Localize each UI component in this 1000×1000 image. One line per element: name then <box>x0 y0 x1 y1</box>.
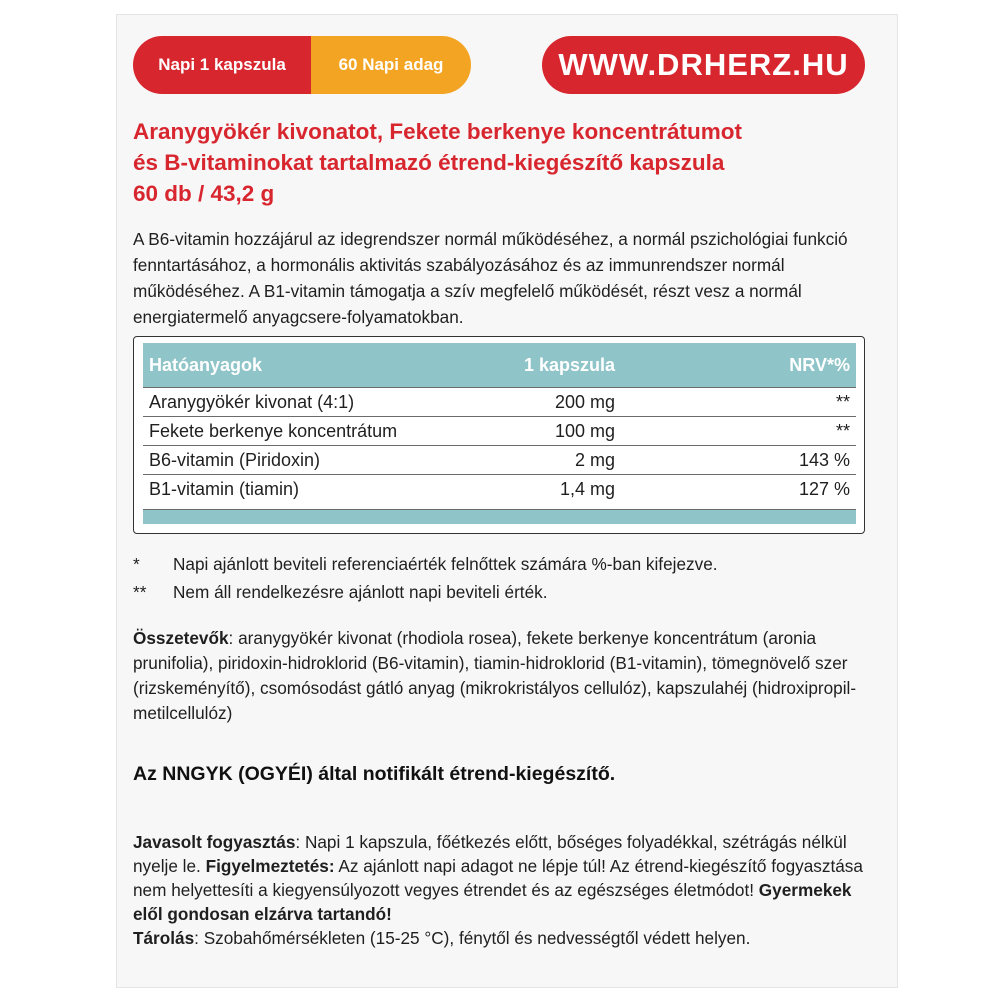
daily-dose-badge: Napi 1 kapszula <box>133 36 311 94</box>
footnote-mark: * <box>133 554 140 574</box>
ingredients-text: : aranygyökér kivonat (rhodiola rosea), fekete berkenye koncentrátum (aronia prunifolia), piridoxin-hidroklorid (B6-vitamin), tiamin-hidroklorid (B1-vitamin), tömegnövelő szer (rizskeményítő), csomósodást gátló anyag (mikrokristályos cellulóz), kapszulahéj (hidroxipropil-metilcellulóz) <box>133 628 857 723</box>
header-nrv: NRV*% <box>789 354 850 375</box>
children-warning: Gyermekek elől gondosan elzárva tartandó! <box>133 880 852 924</box>
table-footer-bar <box>143 509 856 524</box>
header-per-capsule: 1 kapszula <box>523 354 615 375</box>
ingredient-name: B6-vitamin (Piridoxin) <box>149 449 321 470</box>
nutrition-table <box>133 336 865 534</box>
recommended-use-label: Javasolt fogyasztás <box>133 832 296 852</box>
ingredient-amount: 100 mg <box>554 420 615 441</box>
servings-badge: 60 Napi adag <box>311 36 471 94</box>
ingredient-nrv: ** <box>835 391 850 412</box>
heading-line-3: 60 db / 43,2 g <box>133 181 275 206</box>
warning-label: Figyelmeztetés: <box>205 856 335 876</box>
ingredient-nrv: 127 % <box>798 478 850 499</box>
footnote-text: Napi ajánlott beviteli referenciaérték felnőttek számára %-ban kifejezve. <box>173 554 718 574</box>
footnote <box>133 578 873 606</box>
table-row <box>143 474 856 503</box>
storage-text: : Szobahőmérsékleten (15-25 °C), fénytől és nedvességtől védett helyen. <box>194 928 751 948</box>
table-row <box>143 445 856 474</box>
ingredient-amount: 2 mg <box>574 449 615 470</box>
table-row <box>143 387 856 416</box>
health-claim: A B6-vitamin hozzájárul az idegrendszer normál működéséhez, a normál pszichológiai funkció fenntartásához, a hormonális aktivitás szabályozásához és az immunrendszer normál működéséhez. A B1-vitamin támogatja a szív megfelelő működését, részt vesz a normál energiatermelő anyagcsere-folyamatokban. <box>133 229 848 327</box>
website-badge: WWW.DRHERZ.HU <box>542 36 865 94</box>
usage-instructions <box>133 830 873 950</box>
ingredient-nrv: 143 % <box>798 449 850 470</box>
ingredient-name: Aranygyökér kivonat (4:1) <box>149 391 355 412</box>
table-header <box>143 343 856 387</box>
footnotes <box>133 550 873 606</box>
dose-badge <box>133 36 471 94</box>
ingredient-amount: 1,4 mg <box>559 478 615 499</box>
ingredient-nrv: ** <box>835 420 850 441</box>
ingredient-name: B1-vitamin (tiamin) <box>149 478 300 499</box>
table-row <box>143 416 856 445</box>
ingredients-label: Összetevők <box>133 628 229 648</box>
ingredients-list <box>133 626 873 726</box>
warning-text: Az ajánlott napi adagot ne lépje túl! Az étrend-kiegészítő fogyasztása nem helyettesíti a kiegyensúlyozott vegyes étrendet és az egészséges életmódot! <box>133 856 863 900</box>
storage-label: Tárolás <box>133 928 195 948</box>
ingredient-amount: 200 mg <box>554 391 615 412</box>
footnote-mark: ** <box>133 582 147 602</box>
heading-line-1: Aranygyökér kivonatot, Fekete berkenye koncentrátumot <box>133 119 742 144</box>
heading-line-2: és B-vitaminokat tartalmazó étrend-kiegészítő kapszula <box>133 150 725 175</box>
notification-statement: Az NNGYK (OGYÉI) által notifikált étrend-kiegészítő. <box>133 763 616 785</box>
footnote <box>133 550 873 578</box>
ingredient-name: Fekete berkenye koncentrátum <box>149 420 398 441</box>
footnote-text: Nem áll rendelkezésre ajánlott napi beviteli érték. <box>173 582 548 602</box>
header-active-ingredients: Hatóanyagok <box>149 354 263 375</box>
product-heading <box>133 116 873 209</box>
recommended-use-text: : Napi 1 kapszula, főétkezés előtt, bőséges folyadékkal, szétrágás nélkül nyelje le. <box>133 832 847 876</box>
